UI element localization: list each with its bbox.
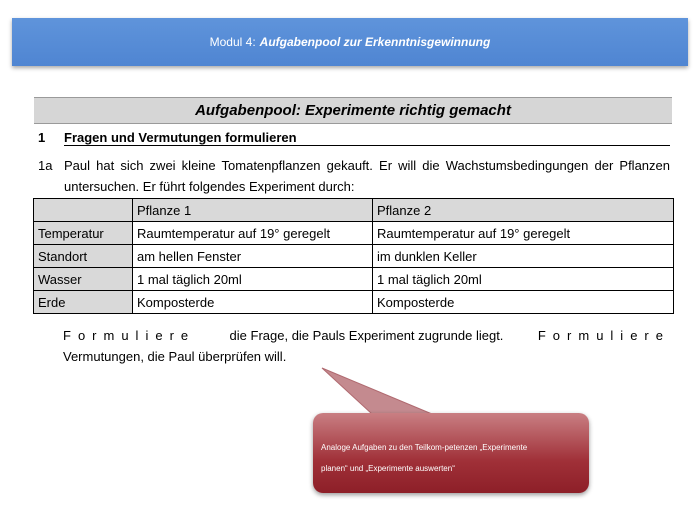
table-header-cell: Pflanze 1 [133,199,373,222]
callout-box [313,413,589,493]
row-label: Erde [34,291,133,314]
table-cell: Raumtemperatur auf 19° geregelt [133,222,373,245]
task-verb: Formuliere [537,328,670,343]
callout-line-2: planen“ und „Experimente auswerten“ [321,464,455,473]
table-cell: Raumtemperatur auf 19° geregelt [373,222,674,245]
task-line-2: Vermutungen, die Paul überprüfen will. [63,349,287,364]
row-label: Temperatur [34,222,133,245]
task-verb: Formuliere [63,328,196,343]
callout-line-1: Analoge Aufgaben zu den Teilkom-petenzen „Experimente [321,443,528,452]
task-middle-text: die Frage, die Pauls Experiment zugrunde liegt. [229,328,504,343]
table-cell: Komposterde [373,291,674,314]
banner-title: Aufgabenpool zur Erkenntnisgewinnung [259,35,491,49]
row-label: Wasser [34,268,133,291]
table-cell: am hellen Fenster [133,245,373,268]
table-cell: 1 mal täglich 20ml [133,268,373,291]
row-label: Standort [34,245,133,268]
banner-prefix: Modul 4: [209,35,256,49]
task-number: 1a [38,158,53,173]
table-cell: im dunklen Keller [373,245,674,268]
table-header-cell: Pflanze 2 [373,199,674,222]
section-title: Fragen und Vermutungen formulieren [64,130,670,146]
table-cell: Komposterde [133,291,373,314]
document-title: Aufgabenpool: Experimente richtig gemacht [34,97,672,124]
section-number: 1 [38,130,46,145]
table-cell: 1 mal täglich 20ml [373,268,674,291]
task-text: Paul hat sich zwei kleine Tomatenpflanzen gekauft. Er will die Wachstumsbedingungen der Pflanzen untersuchen. Er führt folgendes Experiment durch: [64,158,670,194]
